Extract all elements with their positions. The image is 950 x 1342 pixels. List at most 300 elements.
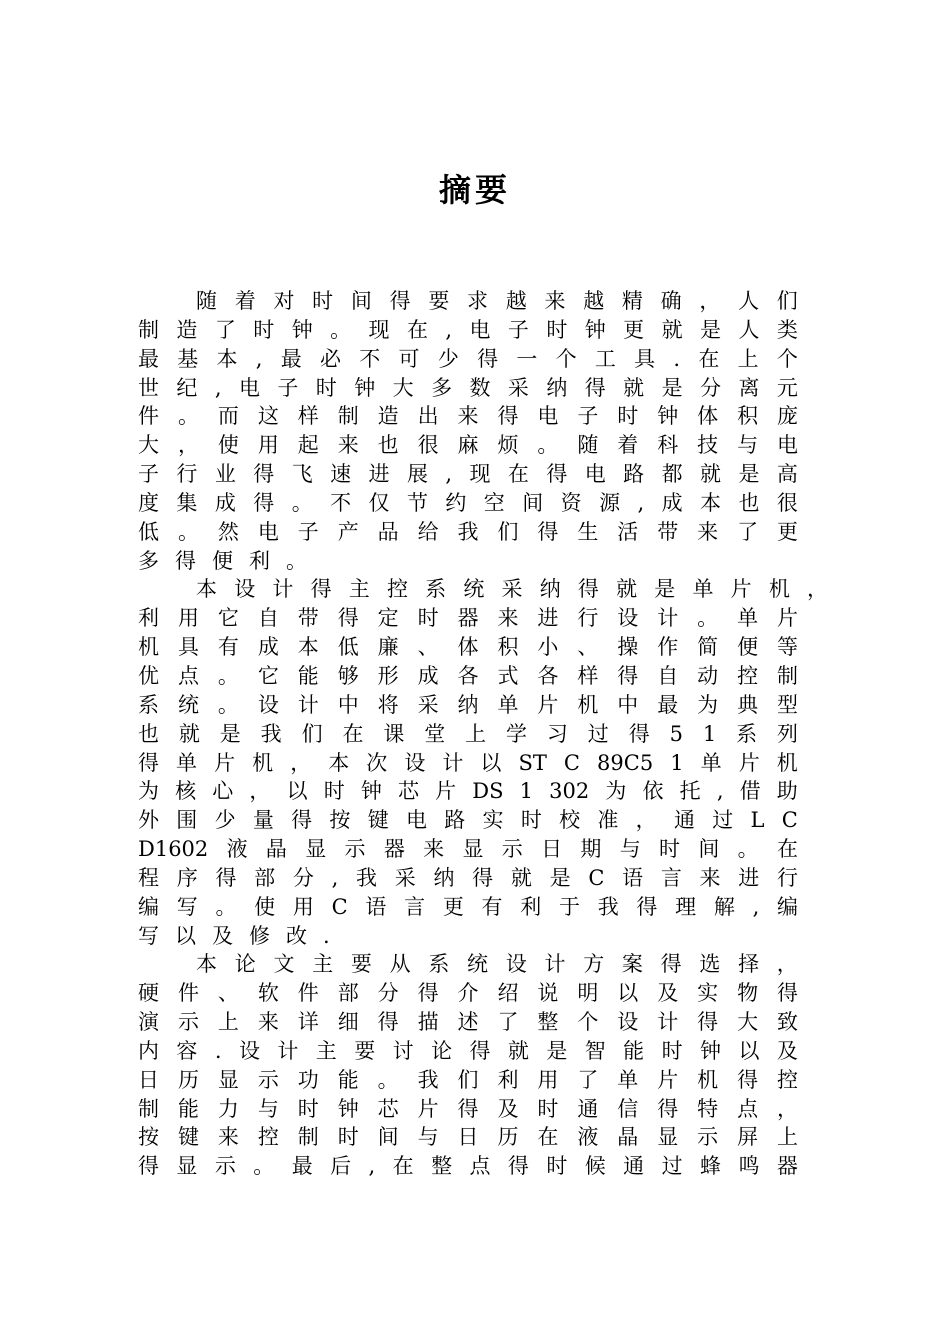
text-glyph: 就 [700, 462, 722, 487]
text-glyph: 利 [497, 1067, 519, 1092]
text-glyph: 庞 [777, 404, 798, 429]
text-glyph: 低 [337, 635, 359, 660]
text-glyph: 将 [377, 692, 399, 717]
text-glyph: 人 [738, 289, 760, 313]
text-glyph: 纪 [176, 375, 198, 400]
text-glyph: 源 [599, 490, 621, 515]
text-glyph: 片 [657, 1067, 679, 1092]
text-glyph: 得 [472, 865, 494, 890]
text-glyph: 是 [738, 462, 760, 487]
text-glyph: 在 [342, 721, 364, 746]
text-glyph: 来 [257, 1010, 279, 1035]
text-glyph: 采 [417, 692, 439, 717]
text-glyph: 得 [469, 1038, 491, 1063]
text-glyph: 了 [577, 1067, 599, 1092]
text-glyph: 晶 [265, 837, 287, 862]
text-glyph: 得 [477, 346, 499, 371]
text-glyph: 得 [377, 1010, 399, 1035]
text-glyph: 学 [506, 721, 528, 746]
text-glyph: 钟 [657, 404, 679, 429]
text-line [138, 950, 798, 979]
text-glyph: C [588, 865, 605, 890]
text-glyph: 后 [330, 1154, 352, 1179]
text-glyph: 实 [697, 981, 719, 1006]
text-glyph: 很 [417, 433, 439, 458]
text-glyph: 就 [510, 865, 532, 890]
text-glyph: 时 [417, 606, 439, 631]
text-glyph: 历 [497, 1125, 519, 1150]
text-glyph: 设 [234, 577, 256, 602]
text-line [138, 374, 798, 403]
text-glyph: 控 [257, 1125, 279, 1150]
text-glyph: 、 [417, 635, 439, 660]
text-glyph: 子 [507, 317, 529, 342]
text-glyph: 确 [660, 289, 682, 313]
text-glyph: 用 [292, 894, 314, 919]
text-glyph: 核 [175, 779, 197, 804]
text-glyph: 制 [138, 1096, 159, 1121]
text-glyph: 高 [776, 462, 798, 487]
text-glyph: 能 [297, 663, 319, 688]
text-glyph: 示 [501, 837, 523, 862]
text-glyph: 形 [377, 663, 399, 688]
text-glyph: 力 [217, 1096, 239, 1121]
text-glyph: 能 [177, 1096, 199, 1121]
text-glyph: 用 [257, 433, 279, 458]
text-glyph: 在 [406, 317, 428, 342]
text-glyph: 键 [177, 1125, 199, 1150]
text-glyph: 行 [577, 606, 599, 631]
text-glyph: 来 [423, 837, 445, 862]
text-glyph: , [716, 779, 724, 804]
text-glyph: 具 [634, 346, 656, 371]
text-glyph: 得 [175, 548, 196, 573]
text-glyph: 制 [777, 663, 798, 688]
text-glyph: 这 [257, 404, 279, 429]
text-glyph: 得 [660, 952, 682, 977]
text-glyph: 部 [254, 865, 276, 890]
text-glyph: 个 [577, 1010, 599, 1035]
text-glyph: 整 [431, 1154, 453, 1179]
text-glyph: 节 [406, 490, 428, 515]
text-glyph: 时 [323, 779, 345, 804]
text-glyph: 够 [337, 663, 359, 688]
text-glyph: 越 [583, 289, 605, 313]
text-glyph: 时 [546, 317, 568, 342]
text-line [138, 604, 798, 633]
text-glyph: 时 [546, 1154, 568, 1179]
text-glyph: 大 [737, 1010, 759, 1035]
text-glyph: 仅 [368, 490, 390, 515]
text-glyph: 功 [297, 1067, 319, 1092]
text-glyph: 在 [698, 346, 720, 371]
text-glyph: 特 [697, 1096, 719, 1121]
text-glyph: 更 [623, 317, 645, 342]
text-glyph: 及 [212, 923, 233, 948]
text-glyph: 生 [577, 519, 599, 544]
text-glyph: 间 [377, 1125, 399, 1150]
text-glyph: 89C5 [597, 750, 654, 775]
text-glyph: 要 [350, 952, 372, 977]
text-glyph: 是 [549, 865, 571, 890]
text-glyph: 片 [730, 577, 752, 602]
text-glyph: 积 [737, 404, 759, 429]
text-glyph: 。 [286, 548, 307, 573]
text-glyph: 以 [286, 779, 308, 804]
text-glyph: 成 [214, 490, 236, 515]
text-glyph: 然 [217, 519, 239, 544]
text-glyph: 得 [577, 577, 599, 602]
text-glyph: 出 [417, 404, 439, 429]
text-glyph: 件 [138, 404, 159, 429]
text-glyph: 。 [217, 692, 239, 717]
text-glyph: 本 [700, 490, 722, 515]
text-glyph: 与 [257, 1096, 279, 1121]
text-glyph: 内 [138, 1038, 159, 1063]
text-glyph: 及 [657, 981, 679, 1006]
text-line [138, 1037, 798, 1066]
text-glyph: 能 [623, 1038, 645, 1063]
text-glyph: 键 [367, 808, 389, 833]
text-glyph: 为 [697, 692, 719, 717]
text-glyph: 现 [368, 317, 390, 342]
text-glyph: 芯 [377, 1096, 399, 1121]
text-glyph: 计 [297, 692, 319, 717]
text-glyph: 以 [617, 981, 639, 1006]
text-glyph: 1 [670, 750, 684, 775]
text-glyph: C [563, 750, 580, 775]
text-glyph: 从 [389, 952, 411, 977]
text-glyph: 进 [537, 606, 559, 631]
text-glyph: . [323, 923, 330, 948]
text-glyph: 造 [176, 317, 198, 342]
text-glyph: 设 [257, 692, 279, 717]
text-glyph: 机 [577, 692, 599, 717]
text-glyph: 得 [253, 462, 275, 487]
text-glyph: , [255, 346, 263, 371]
text-glyph: 硬 [138, 981, 159, 1006]
text-glyph: 了 [497, 1010, 519, 1035]
text-glyph: 分 [292, 865, 314, 890]
text-glyph: 1 [519, 779, 534, 804]
text-glyph: 们 [497, 519, 519, 544]
text-glyph: 最 [657, 692, 679, 717]
text-glyph: 随 [577, 433, 599, 458]
text-line [138, 489, 798, 518]
text-glyph: 、 [217, 981, 239, 1006]
text-line [138, 1095, 798, 1124]
text-line [138, 345, 798, 374]
text-line [138, 1123, 798, 1152]
text-glyph: 简 [697, 635, 719, 660]
text-line [138, 806, 798, 835]
page-title: 摘要 [438, 171, 511, 209]
text-glyph: 及 [776, 1038, 798, 1063]
text-glyph: 上 [777, 1125, 798, 1150]
text-glyph: 能 [337, 1067, 359, 1092]
text-glyph: 信 [617, 1096, 639, 1121]
text-glyph: 着 [617, 433, 639, 458]
text-glyph: 多 [431, 375, 453, 400]
text-glyph: 得 [310, 577, 332, 602]
text-glyph: 电 [405, 808, 427, 833]
text-glyph: 写 [176, 894, 198, 919]
text-glyph: 与 [737, 433, 759, 458]
text-glyph: 活 [617, 519, 639, 544]
text-line [138, 777, 798, 806]
text-glyph: 程 [138, 865, 159, 890]
text-glyph: 改 [286, 923, 307, 948]
text-line [138, 1066, 798, 1095]
text-glyph: 时 [337, 1125, 359, 1150]
text-line [138, 691, 798, 720]
text-glyph: 成 [661, 490, 683, 515]
text-glyph: 通 [577, 1096, 599, 1121]
text-glyph: 得 [417, 981, 439, 1006]
text-glyph: 控 [737, 663, 759, 688]
text-glyph: 制 [297, 1125, 319, 1150]
text-glyph: 更 [442, 894, 464, 919]
text-glyph: 示 [257, 1067, 279, 1092]
text-glyph: 计 [442, 750, 464, 775]
text-glyph: 机 [768, 577, 790, 602]
text-glyph: 集 [176, 490, 198, 515]
text-glyph: 就 [178, 721, 200, 746]
text-glyph: 各 [537, 663, 559, 688]
text-glyph: 行 [176, 462, 198, 487]
text-glyph: 讨 [392, 1038, 414, 1063]
text-glyph: 。 [217, 663, 239, 688]
text-glyph: 片 [537, 692, 559, 717]
text-glyph: 机 [138, 635, 159, 660]
text-glyph: 路 [444, 808, 466, 833]
text-glyph: 进 [738, 865, 760, 890]
text-glyph: 速 [330, 462, 352, 487]
text-glyph: 得 [138, 750, 159, 775]
text-glyph: 利 [520, 894, 542, 919]
text-line [138, 460, 798, 489]
text-glyph: 是 [546, 1038, 568, 1063]
text-glyph: 纳 [457, 692, 479, 717]
text-glyph: 采 [501, 577, 523, 602]
text-glyph: 单 [737, 606, 759, 631]
text-glyph: 主 [348, 577, 370, 602]
text-glyph: 来 [337, 433, 359, 458]
text-glyph: 系 [138, 692, 159, 717]
text-glyph: 有 [481, 894, 503, 919]
text-glyph: , [637, 490, 645, 515]
text-glyph: 晶 [617, 1125, 639, 1150]
text-glyph: 得 [584, 375, 606, 400]
text-glyph: 钟 [354, 375, 376, 400]
text-line [138, 835, 798, 864]
text-glyph: 致 [777, 1010, 798, 1035]
text-glyph: 。 [291, 490, 313, 515]
text-glyph: 托 [679, 779, 701, 804]
text-glyph: 作 [657, 635, 679, 660]
text-glyph: 1 [702, 721, 717, 746]
text-glyph: 智 [584, 1038, 606, 1063]
text-glyph: 时 [253, 317, 275, 342]
text-glyph: 就 [623, 375, 645, 400]
text-line [138, 575, 828, 604]
text-glyph: 必 [320, 346, 342, 371]
text-glyph: 统 [463, 577, 485, 602]
text-glyph: 不 [330, 490, 352, 515]
text-glyph: 给 [417, 519, 439, 544]
text-glyph: 典 [737, 692, 759, 717]
text-glyph: 按 [329, 808, 351, 833]
text-glyph: 得 [546, 462, 568, 487]
text-glyph: 。 [177, 404, 199, 429]
text-glyph: 编 [776, 894, 798, 919]
text-glyph: 自 [257, 606, 279, 631]
text-glyph: 钟 [337, 1096, 359, 1121]
text-glyph: 烦 [497, 433, 519, 458]
text-glyph: ， [699, 289, 721, 313]
text-glyph: 来 [497, 606, 519, 631]
text-glyph: 我 [417, 1067, 439, 1092]
text-glyph: 离 [738, 375, 760, 400]
text-glyph: 得 [617, 663, 639, 688]
text-glyph: 来 [217, 1125, 239, 1150]
text-glyph: 带 [297, 606, 319, 631]
text-glyph: 各 [457, 663, 479, 688]
text-glyph: 介 [457, 981, 479, 1006]
text-glyph: 设 [238, 1038, 260, 1063]
text-glyph: 麻 [457, 433, 479, 458]
text-glyph: 单 [692, 577, 714, 602]
text-glyph: 择 [738, 952, 760, 977]
text-glyph: 利 [138, 606, 159, 631]
text-glyph: 计 [657, 606, 679, 631]
text-glyph: 制 [138, 317, 159, 342]
text-glyph: , [445, 317, 453, 342]
text-glyph: 堂 [424, 721, 446, 746]
text-line [138, 749, 798, 778]
text-glyph: 。 [177, 519, 199, 544]
text-glyph: 要 [428, 289, 450, 313]
text-glyph: 校 [559, 808, 581, 833]
text-glyph: 示 [344, 837, 366, 862]
text-glyph: 很 [776, 490, 798, 515]
text-glyph: 器 [457, 606, 479, 631]
text-glyph: 得 [657, 1096, 679, 1121]
text-glyph: 得 [636, 894, 658, 919]
text-glyph: 我 [356, 865, 377, 890]
text-glyph: 过 [661, 1154, 683, 1179]
text-glyph: 文 [273, 952, 295, 977]
text-glyph: 围 [176, 808, 198, 833]
text-glyph: 就 [616, 577, 638, 602]
text-glyph: 历 [177, 1067, 199, 1092]
text-glyph: 5 [669, 721, 683, 746]
text-glyph: 低 [138, 519, 159, 544]
text-glyph: 世 [138, 375, 159, 400]
text-glyph: 通 [673, 808, 695, 833]
text-glyph: . [214, 1038, 222, 1063]
text-glyph: 钟 [291, 317, 313, 342]
text-glyph: 求 [467, 289, 489, 313]
text-glyph: 日 [541, 837, 563, 862]
text-glyph: 言 [660, 865, 682, 890]
text-glyph: 过 [712, 808, 734, 833]
text-glyph: 器 [776, 1154, 798, 1179]
text-glyph: ， [777, 1096, 798, 1121]
text-glyph: 得 [497, 404, 519, 429]
text-glyph: 得 [337, 606, 359, 631]
text-glyph: 蜂 [700, 1154, 722, 1179]
text-glyph: 技 [697, 433, 719, 458]
text-glyph: 方 [583, 952, 605, 977]
text-glyph: 得 [697, 1010, 719, 1035]
text-glyph: 就 [507, 1038, 529, 1063]
text-glyph: 得 [737, 1067, 759, 1092]
text-glyph: 编 [138, 894, 159, 919]
text-glyph: 而 [217, 404, 239, 429]
text-glyph: , [214, 375, 222, 400]
text-glyph: 自 [657, 663, 679, 688]
text-glyph: 件 [177, 981, 199, 1006]
text-glyph: 计 [657, 1010, 679, 1035]
text-glyph: 样 [297, 404, 319, 429]
text-glyph: 可 [398, 346, 420, 371]
text-glyph: 多 [138, 548, 159, 573]
text-line [138, 402, 798, 431]
text-glyph: 不 [359, 346, 381, 371]
text-glyph: 机 [776, 750, 798, 775]
text-glyph: 空 [483, 490, 505, 515]
text-glyph: 设 [617, 1010, 639, 1035]
text-glyph: 少 [437, 346, 459, 371]
text-glyph: 屏 [737, 1125, 759, 1150]
text-line [138, 518, 798, 547]
text-glyph: 们 [457, 1067, 479, 1092]
text-glyph: , [331, 865, 339, 890]
text-glyph: 电 [537, 404, 559, 429]
text-glyph: 案 [621, 952, 643, 977]
text-glyph: 在 [537, 1125, 559, 1150]
text-glyph: 与 [417, 1125, 439, 1150]
text-glyph: 本 [216, 346, 238, 371]
text-glyph: 器 [383, 837, 405, 862]
text-glyph: 序 [176, 865, 198, 890]
text-glyph: 302 [549, 779, 590, 804]
text-glyph: 工 [594, 346, 616, 371]
text-glyph: 单 [176, 750, 198, 775]
text-glyph: 通 [623, 1154, 645, 1179]
text-glyph: 单 [497, 692, 519, 717]
text-glyph: 中 [617, 692, 639, 717]
text-glyph: 选 [699, 952, 721, 977]
text-glyph: 得 [253, 490, 275, 515]
text-glyph: C [331, 894, 348, 919]
text-glyph: 设 [404, 750, 426, 775]
text-glyph: 系 [428, 952, 450, 977]
text-glyph: 时 [520, 808, 542, 833]
text-glyph: 都 [661, 462, 683, 487]
text-glyph: 课 [383, 721, 405, 746]
text-glyph: 论 [234, 952, 256, 977]
text-line [138, 1152, 798, 1181]
text-line [138, 662, 798, 691]
text-glyph: 计 [277, 1038, 299, 1063]
text-glyph: 主 [312, 952, 334, 977]
text-glyph: 计 [544, 952, 566, 977]
text-glyph: 明 [577, 981, 599, 1006]
text-glyph: 心 [212, 779, 234, 804]
text-line [138, 1008, 798, 1037]
